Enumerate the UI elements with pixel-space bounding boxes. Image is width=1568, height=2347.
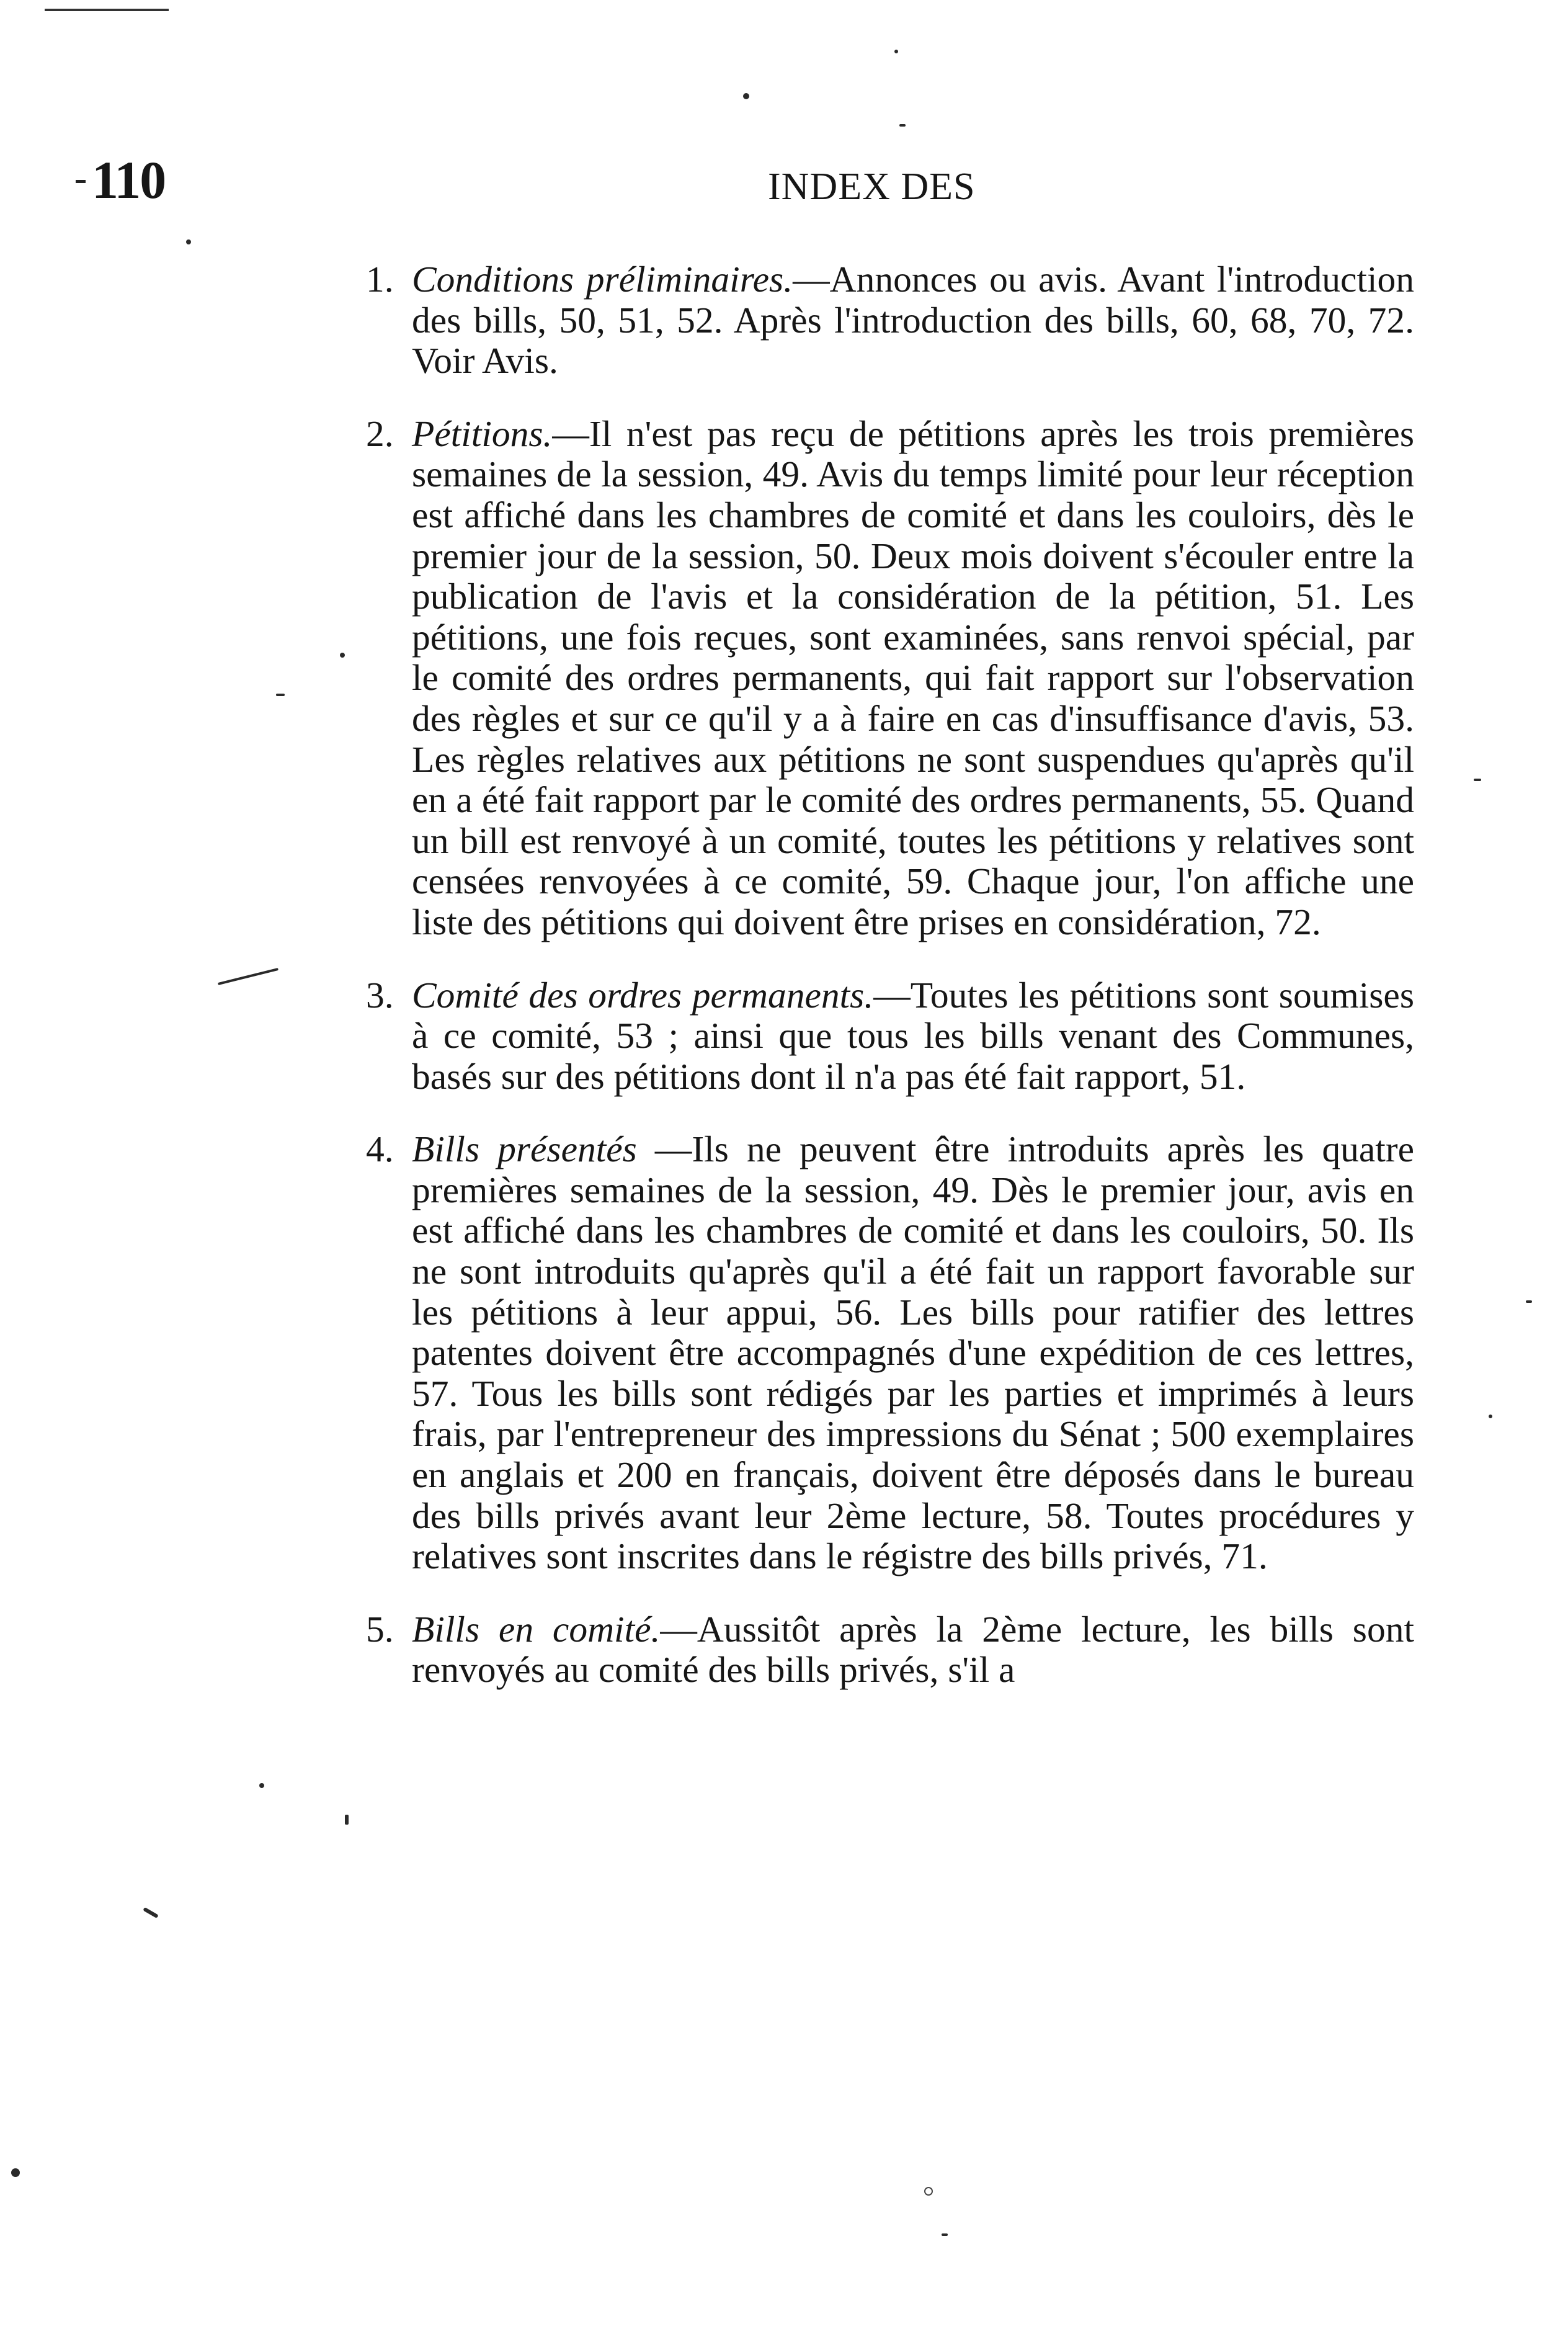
entry-number: 5. [366, 1608, 394, 1650]
index-entry-1 [366, 259, 1414, 382]
scan-speck [1526, 1300, 1532, 1303]
entry-title: Bills présentés [412, 1129, 637, 1170]
scan-speck [1474, 779, 1481, 781]
scan-speck [186, 239, 191, 244]
page-number [92, 149, 165, 211]
entry-title: Pétitions. [412, 413, 553, 454]
top-rule [45, 9, 169, 11]
scan-speck [1489, 1415, 1492, 1418]
entry-text: —Ils ne peuvent être introduits après les quatre premières semaines de la session, 49. Dès le premier jour, avis en est affiché dans les chambres de comité et dans les couloirs, 50. Ils ne sont introduits qu'après qu'il a été fait un rapport favorable sur les pétitions à leur appui, 56. Les bills pour ratifier des lettres patentes doivent être accompagnés d'une expédition de ces lettres, 57. Tous les bills sont rédigés par les parties et imprimés à leurs frais, par l'entrepreneur des impressions du Sénat ; 500 exemplaires en anglais et 200 en français, doivent être déposés dans le bureau des bills privés avant leur 2ème lecture, 58. Toutes procédures y relatives sont inscrites dans le régistre des bills privés, 71. [412, 1129, 1414, 1577]
scan-speck [276, 694, 285, 696]
entry-number: 1. [366, 259, 394, 300]
page-number-dash [76, 180, 86, 183]
entry-title: Conditions préliminaires. [412, 259, 793, 300]
scan-speck [345, 1815, 349, 1825]
entry-number: 2. [366, 413, 394, 454]
index-entry-3 [366, 975, 1414, 1098]
scan-speck [11, 2168, 20, 2177]
running-head: INDEX DES [768, 166, 976, 208]
entry-title: Comité des ordres permanents. [412, 974, 874, 1016]
entry-text: —Il n'est pas reçu de pétitions après les trois premières semaines de la session, 49. Avis du temps limité pour leur réception est affiché dans les chambres de comité et dans les couloirs, dès le premier jour de la session, 50. Deux mois doivent s'écouler entre la publication de l'avis et la considération de la pétition, 51. Les pétitions, une fois reçues, sont examinées, sans renvoi spécial, par le comité des ordres permanents, qui fait rapport sur l'observation des règles et sur ce qu'il y a à faire en cas d'insuffisance d'avis, 53. Les règles relatives aux pétitions ne sont suspendues qu'après qu'il en a été fait rapport par le comité des ordres permanents, 55. Quand un bill est renvoyé à un comité, toutes les pétitions y relatives sont censées renvoyées à ce comité, 59. Chaque jour, l'on affiche une liste des pétitions qui doivent être prises en considération, 72. [412, 413, 1414, 942]
entry-number: 4. [366, 1129, 394, 1170]
scan-speck [340, 653, 345, 658]
entry-number: 3. [366, 974, 394, 1016]
entry-text: —Aussitôt après la 2ème lecture, les bills sont renvoyés au comité des bills privés, s'il a [412, 1608, 1414, 1691]
scan-speck [942, 2233, 948, 2236]
entry-title: Bills en comité. [412, 1608, 661, 1650]
index-entry-2 [366, 414, 1414, 943]
scan-speck [924, 2187, 933, 2196]
page-number-text: 110 [92, 150, 166, 210]
index-entry-5 [366, 1609, 1414, 1691]
index-text [366, 259, 1414, 1723]
scan-speck [259, 1783, 264, 1788]
scan-speck [143, 1907, 159, 1918]
scan-speck [743, 93, 749, 99]
index-entry-4 [366, 1129, 1414, 1577]
scan-speck [218, 968, 278, 985]
entry-text: —Toutes les pétitions sont soumises à ce comité, 53 ; ainsi que tous les bills venant des Communes, basés sur des pétitions dont il n'a pas été fait rapport, 51. [412, 974, 1414, 1097]
scan-speck [894, 50, 898, 53]
entry-text: —Annonces ou avis. Avant l'introduction des bills, 50, 51, 52. Après l'introduction des bills, 60, 68, 70, 72. Voir Avis. [412, 259, 1414, 382]
scan-speck [899, 124, 906, 127]
